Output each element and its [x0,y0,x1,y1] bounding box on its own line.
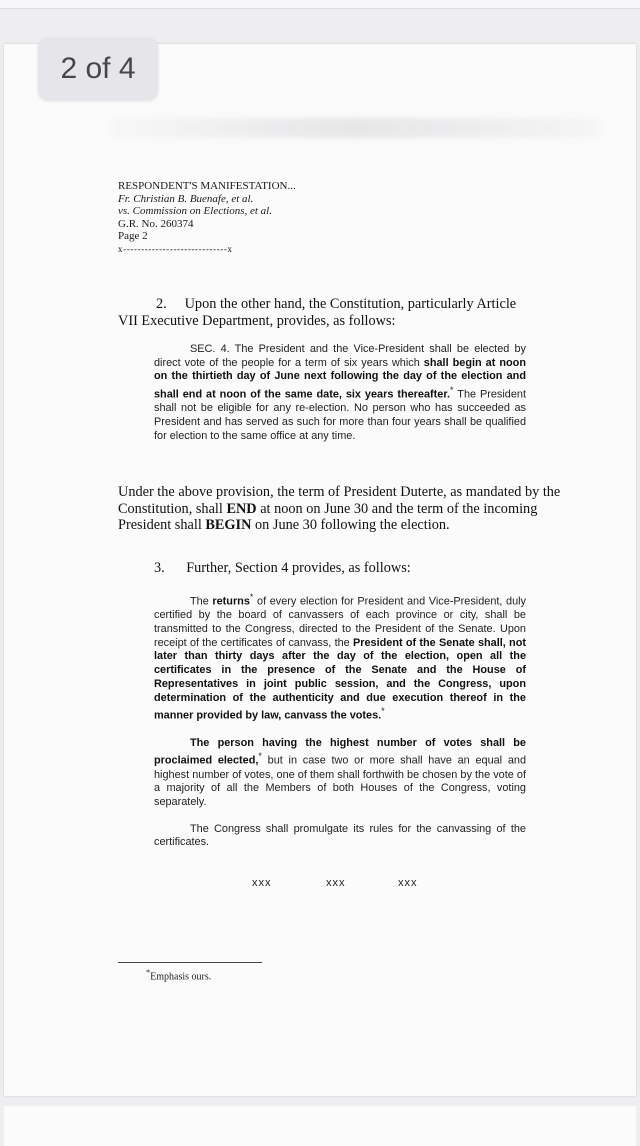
quote-text: but in case two or more shall have an equal and highest number of votes, one of them shall forthwith be chosen by the vote of a majority of all the Members of both Houses of the Congress, voting separately. [154,754,527,809]
paragraph-3 [154,560,564,577]
caption-page: Page 2 [118,230,148,242]
quote-emphasis: The person having the highest number of votes shall be proclaimed elected, [154,736,526,767]
quote-emphasis: shall begin at noon on the thirtieth day of June next following the day of the election and shall end at noon of the same date, six years thereafter. [154,356,526,401]
quote-paragraph [154,591,526,724]
quote-paragraph [154,823,526,850]
paragraph-number: 3. [154,560,165,576]
footnote-mark: * [258,751,262,762]
quote-emphasis: President of the Senate shall, not later than thirty days after the day of the election, open all the certificates in the presence of the Senate and the House of Representatives in joint public session, and the Congress, upon determination of the authenticity and due execution thereof in the manner provided by law, canvass the votes. [154,636,526,722]
footnote-mark: * [249,592,254,602]
paragraph-text: Further, Section 4 provides, as follows: [186,560,411,576]
paragraph-text: Upon the other hand, the Constitution, particularly Article [184,296,517,312]
caption-respondent: vs. Commission on Elections, et al. [118,205,272,217]
previous-page-edge [0,0,640,9]
footnote-mark: * [146,968,151,977]
ellipsis-mark: xxx [398,877,418,889]
ellipsis-mark: xxx [252,877,272,889]
caption-petitioner: Fr. Christian B. Buenafe, et al. [118,192,254,205]
quote-text: The President shall not be eligible for any re-election. No person who has succeeded as President and has served as such for more than four years shall be qualified for election to the same office at any time. [154,388,526,442]
quote-text: SEC. 4. The President and the Vice-President shall be elected by direct vote of the people for a term of six years which [154,343,526,369]
paragraph-text: at noon on June 30 and the term of the incoming President shall [118,500,538,533]
page-counter-badge: 2 of 4 [38,38,158,100]
case-caption [118,180,296,255]
quote-text: The Congress shall promulgate its rules for the canvassing of the certificates. [154,822,526,849]
paragraph-2 [118,296,566,329]
footnote-mark: * [450,385,454,396]
quote-paragraph [154,737,526,810]
paragraph-text: VII Executive Department, provides, as follows: [118,312,396,329]
ellipsis-mark: xxx [326,877,346,889]
quote-emphasis: returns [212,595,250,608]
caption-title: RESPONDENT'S MANIFESTATION... [118,180,296,192]
footnote-divider [118,962,262,963]
caption-gr-no: G.R. No. 260374 [118,217,194,230]
footnote [146,968,211,982]
emphasis-end: END [226,500,257,517]
quote-text: The [190,595,213,608]
footnote-text: Emphasis ours. [150,971,212,983]
quoted-section-4 [154,343,526,444]
footnote-mark: * [381,706,385,717]
paragraph-text: on June 30 following the election. [251,517,450,533]
emphasis-begin: BEGIN [205,517,252,533]
paragraph-number: 2. [156,296,167,312]
quoted-section-4-returns [154,591,526,850]
paragraph-text: Under the above provision, the term of President Duterte, as mandated by the Constitution, shall [118,484,561,517]
caption-divider: x-----------------------------x [118,243,233,254]
paragraph-under-provision [118,484,566,534]
scan-artifact [110,118,600,138]
next-page-edge [4,1106,636,1146]
quote-text: of every election for President and Vice-President, duly certified by the board of canvassers of each province or city, shall be transmitted to the Congress, directed to the President of the Senate. Upon receipt of the certificates of canvass, the [154,595,526,649]
